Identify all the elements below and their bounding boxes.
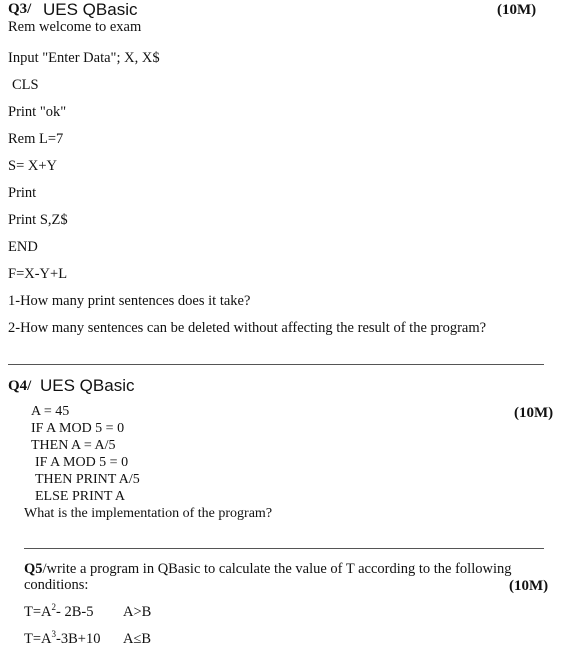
q4-line-3: THEN A = A/5 [31,438,116,453]
q3-line-9: END [8,239,38,255]
q3-question-2: 2-How many sentences can be deleted without affecting the result of the program? [8,320,487,336]
q3-line-6: S= X+Y [8,158,57,174]
q3-question-1: 1-How many print sentences does it take? [8,293,251,309]
q4-line-5: THEN PRINT A/5 [35,472,140,487]
q5-prompt-line-2: conditions: [24,577,89,593]
q4-title: UES QBasic [40,376,135,395]
divider-2 [24,548,544,549]
q3-line-10: F=X-Y+L [8,266,68,282]
q3-line-8: Print S,Z$ [8,212,68,228]
q5-formula-1-base: T=A [24,604,52,620]
q5-formula-1-rest: - 2B-5 [56,604,94,620]
q5-condition-2: A≤B [123,631,152,647]
divider-1 [8,364,544,365]
q5-formula-2 [24,631,100,648]
q5-text-1: /write a program in QBasic to calculate the value of T according to the following [42,561,512,577]
q4-line-1: A = 45 [31,404,70,419]
q3-line-4: Print "ok" [8,104,67,120]
q5-formula-2-base: T=A [24,631,52,647]
q5-prompt-line-1 [24,561,512,578]
q4-line-2: IF A MOD 5 = 0 [31,421,125,436]
q5-formula-2-rest: -3B+10 [56,631,101,647]
q5-formula-1-exponent: 2 [51,602,57,613]
q3-number: Q3/ [8,1,32,17]
q3-marks: (10M) [497,2,537,18]
q4-line-6: ELSE PRINT A [35,489,125,504]
q3-line-7: Print [8,185,37,201]
q3-line-5: Rem L=7 [8,131,64,147]
q4-question: What is the implementation of the program? [24,506,273,521]
q3-line-1: Rem welcome to exam [8,19,142,35]
q4-marks: (10M) [514,405,554,421]
q3-line-3: CLS [12,77,39,93]
q3-line-2: Input "Enter Data"; X, X$ [8,50,160,66]
q5-formula-2-exponent: 3 [51,629,57,640]
q5-condition-1: A>B [123,604,152,620]
q4-number: Q4/ [8,378,32,394]
q3-title: UES QBasic [43,0,138,19]
q5-formula-1 [24,604,93,621]
q5-number: Q5 [24,561,43,577]
q5-marks: (10M) [509,578,549,594]
q4-line-4: IF A MOD 5 = 0 [35,455,129,470]
